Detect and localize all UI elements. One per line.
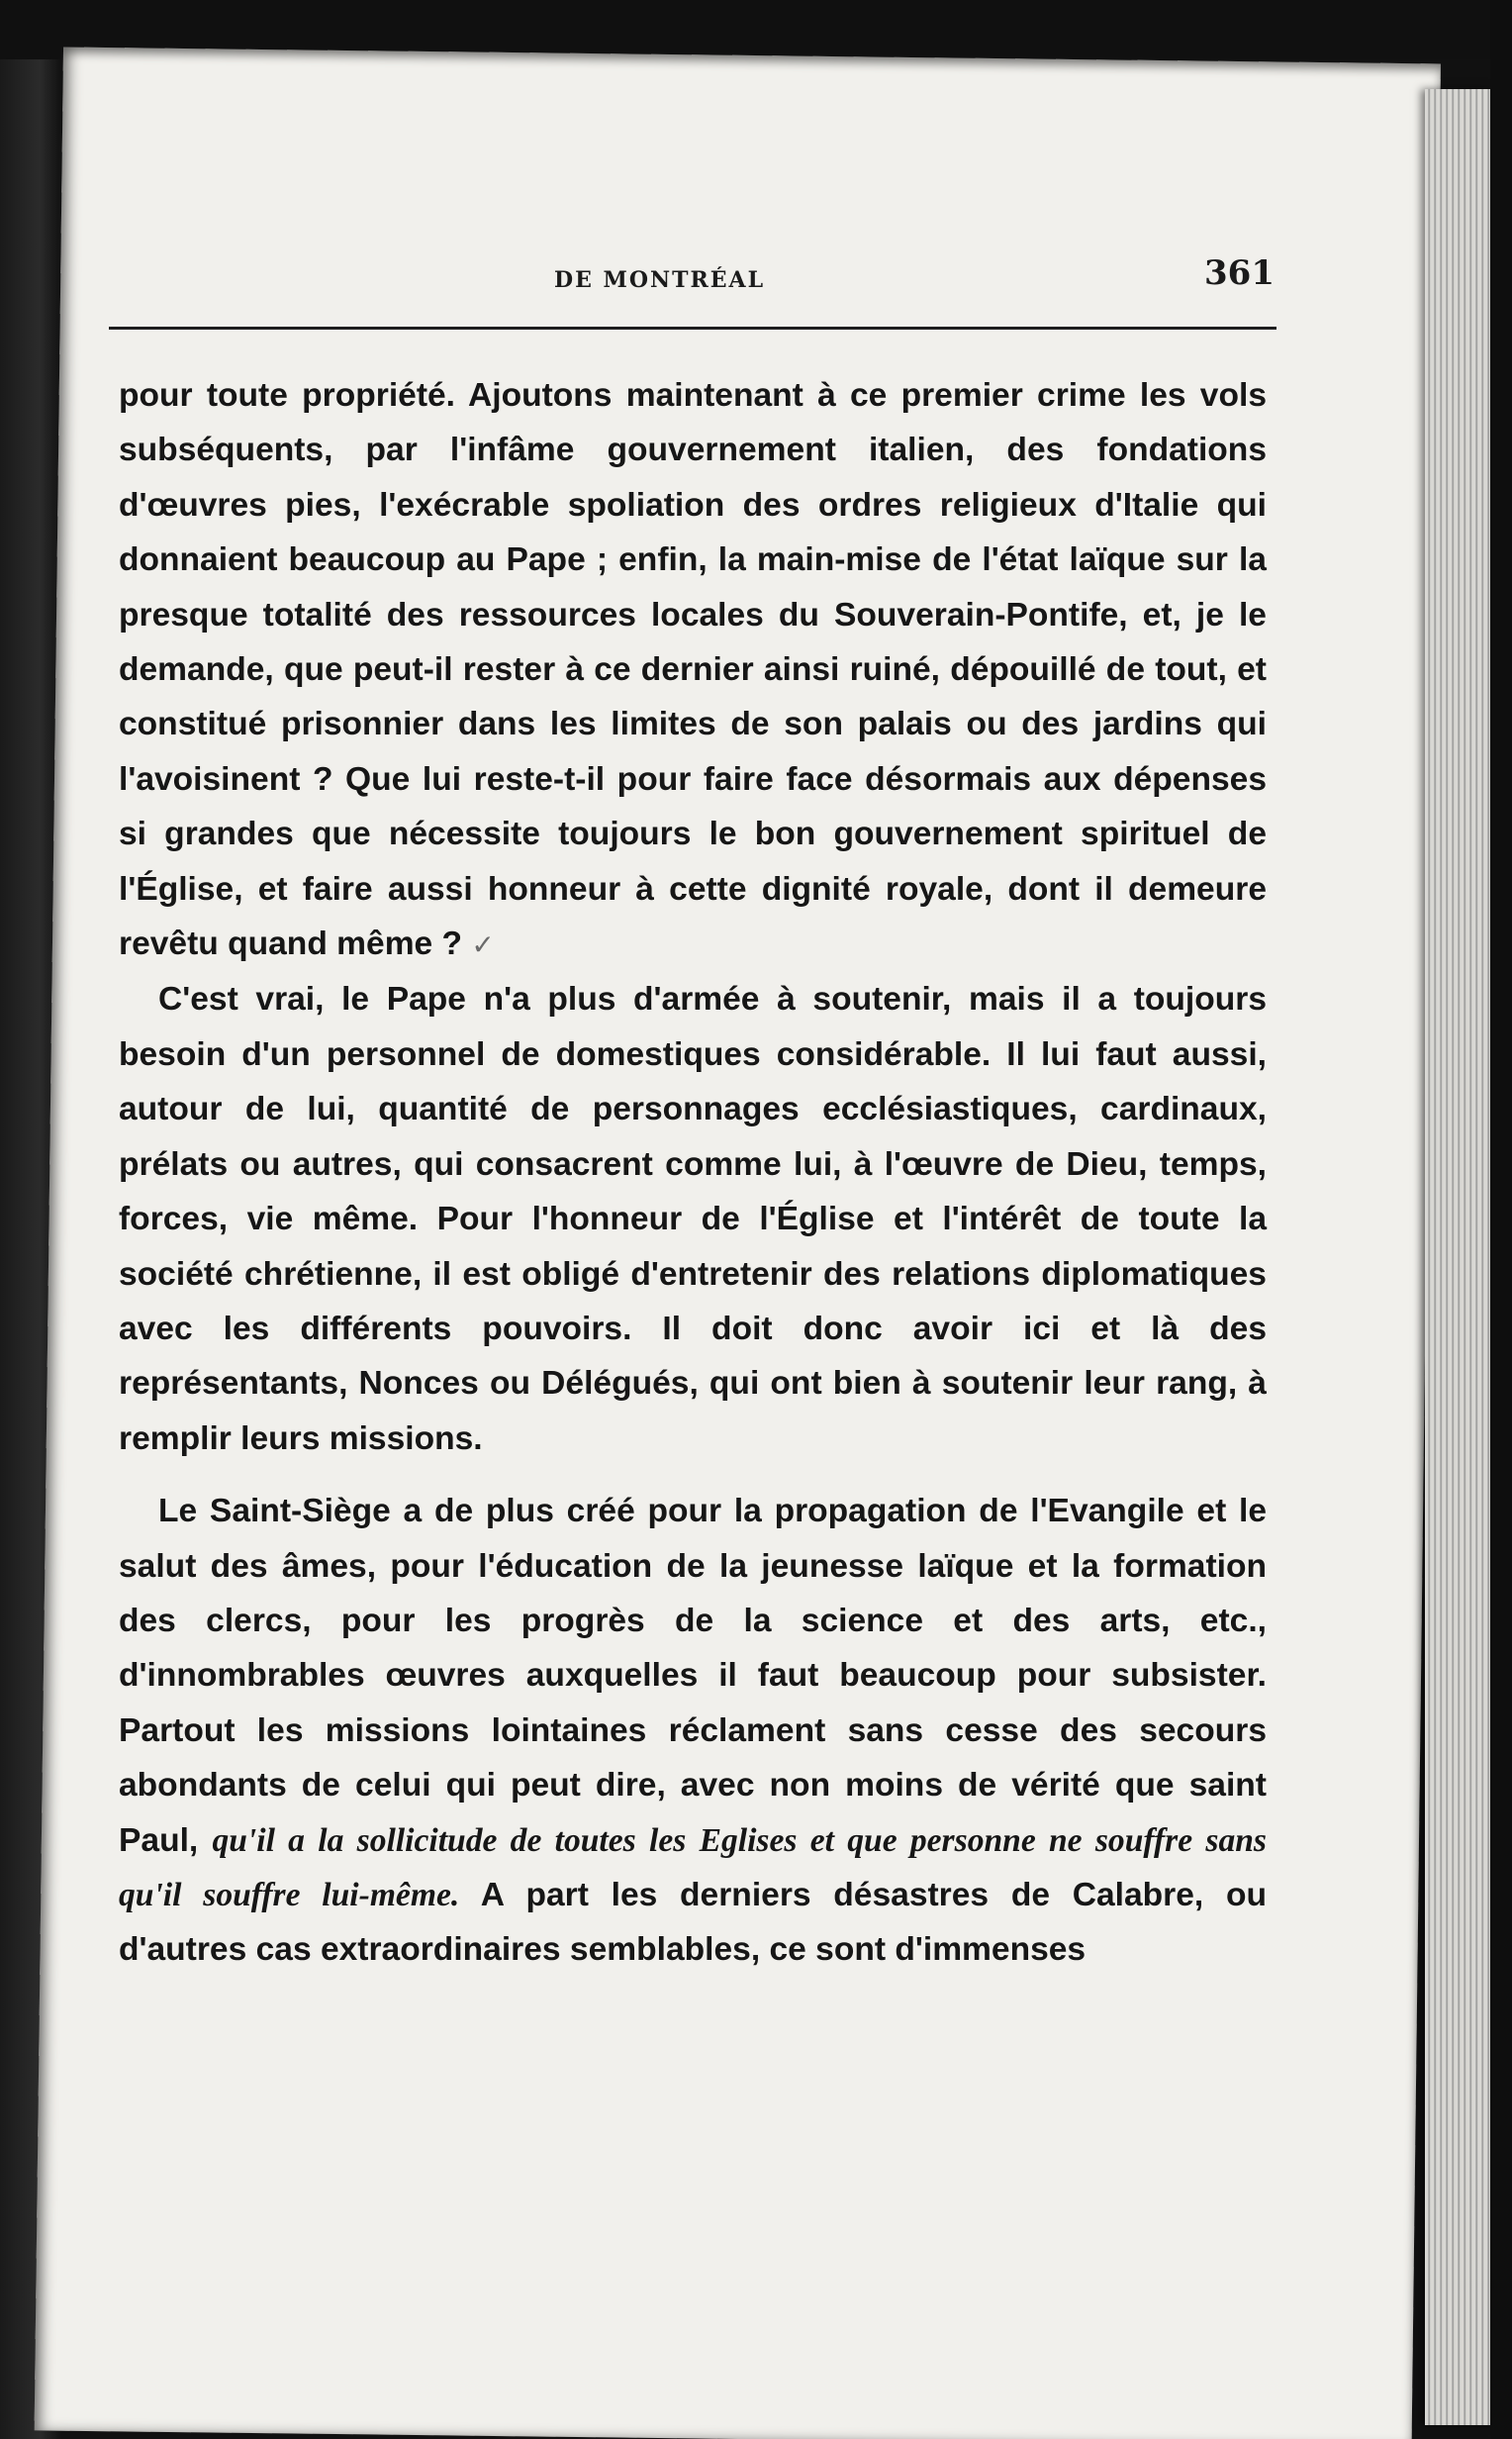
check-mark-annotation: ✓ — [471, 929, 495, 961]
paragraph-1-text: pour toute propriété. Ajoutons maintenant à ce premier crime les vols subséquents, par l'infâme gouvernement italien, des fondations d'œuvres pies, l'exécrable spoliation des ordres religieux d'Italie qui donnaient beaucoup au Pape ; enfin, la main-mise de l'état laïque sur la presque totalité des ressources locales du Souverain-Pontife, et, je le demande, que peut-il rester à ce dernier ainsi ruiné, dépouillé de tout, et constitué prisonnier dans les limites de son palais ou des jardins qui l'avoisinent ? Que lui reste-t-il pour faire face désormais aux dépenses si grandes que nécessite toujours le bon gouvernement spirituel de l'Église, et faire aussi honneur à cette dignité royale, dont il demeure revêtu quand même ? — [119, 377, 1267, 963]
body-text — [119, 368, 1267, 1978]
paragraph-3-quotation: qu'il a la sollicitude de toutes les Eglises et que personne ne souffre sans qu'il souffre lui-même. — [119, 1821, 1267, 1913]
paragraph-2: C'est vrai, le Pape n'a plus d'armée à soutenir, mais il a toujours besoin d'un personnel de domestiques considérable. Il lui faut aussi, autour de lui, quantité de personnages ecclésiastiques, cardinaux, prélats ou autres, qui consacrent comme lui, à l'œuvre de Dieu, temps, forces, vie même. Pour l'honneur de l'Église et l'intérêt de toute la société chrétienne, il est obligé d'entretenir des relations diplomatiques avec les différents pouvoirs. Il doit donc avoir ici et là des représentants, Nonces ou Délégués, qui ont bien à soutenir leur rang, à remplir leurs missions. — [119, 981, 1267, 1457]
paragraph-3-text-end: A part les derniers désastres de Calabre, ou d'autres cas extraordinaires semblables, ce sont d'immenses — [119, 1876, 1267, 1969]
scan-right-border — [1490, 0, 1512, 2439]
page-number: 361 — [1204, 253, 1275, 293]
running-head: DE MONTRÉAL — [554, 267, 766, 293]
header-rule — [109, 327, 1276, 330]
paragraph-3-text-start: Le Saint-Siège a de plus créé pour la propagation de l'Evangile et le salut des âmes, pour l'éducation de la jeunesse laïque et la formation des clercs, pour les progrès de la science et des arts, etc., d'innombrables œuvres auxquelles il faut beaucoup pour subsister. Partout les missions lointaines réclament sans cesse des secours abondants de celui qui peut dire, avec non moins de vérité que saint Paul, — [119, 1493, 1267, 1859]
paragraph-1 — [119, 368, 1267, 972]
page-edges — [1425, 89, 1492, 2425]
page-header — [119, 234, 1275, 303]
paragraph-3 — [119, 1484, 1267, 1978]
